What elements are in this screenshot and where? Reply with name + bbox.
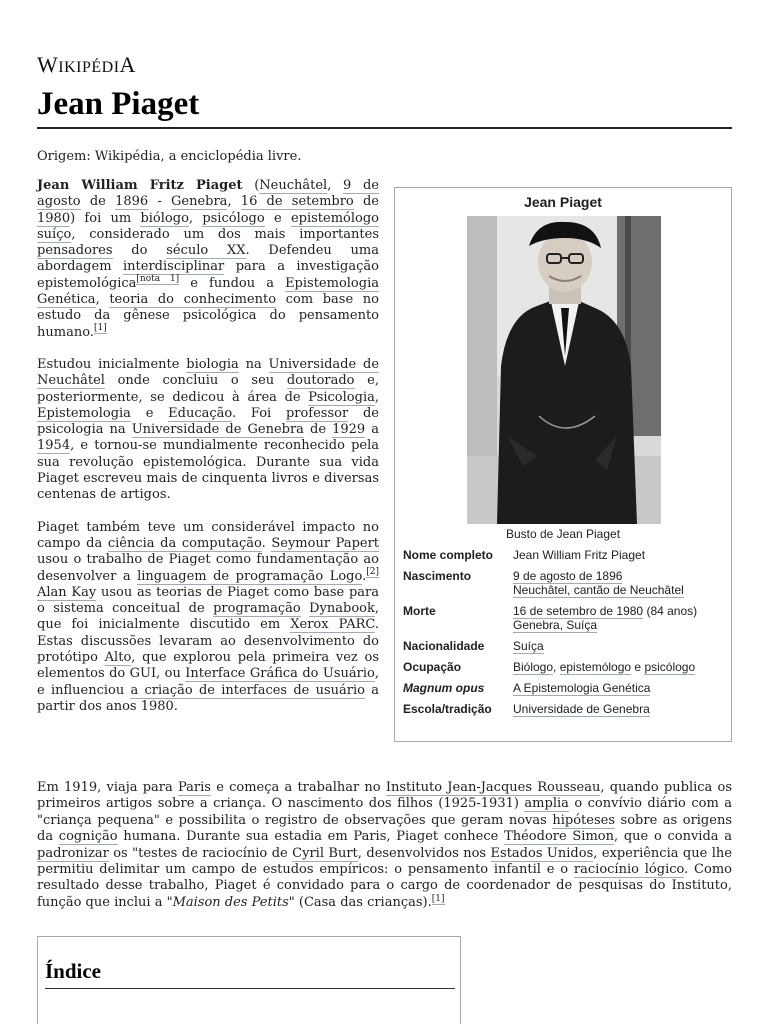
link-paris[interactable]: Paris: [178, 780, 211, 795]
link-suico[interactable]: suíço: [37, 226, 72, 242]
link-dynabook[interactable]: Dynabook: [309, 601, 375, 617]
link-biologo[interactable]: biólogo: [140, 210, 189, 226]
link-amplia[interactable]: amplia: [524, 796, 569, 812]
link-seculo-xx[interactable]: século XX: [166, 243, 246, 259]
link-magnum-opus[interactable]: A Epistemologia Genética: [513, 681, 651, 695]
subject-name: Jean William Fritz Piaget: [37, 178, 243, 193]
link-instituto-rousseau[interactable]: Instituto Jean-Jacques Rousseau: [385, 780, 601, 795]
link-interfaces-usuario[interactable]: a criação de interfaces de usuário: [130, 682, 365, 698]
paragraph-intro: Jean William Fritz Piaget (Neuchâtel, 9 de agosto de 1896 - Genebra, 16 de setembro de 1980) foi um biólogo, psicólogo e epistemólogo suíço, considerado um dos mais importantes pensadores do século XX. Defendeu uma abordagem interdisciplinar para a investigação epistemológica[nota 1] e fundou a Epistemologia Genética, teoria do conhecimento com base no estudo da gênese psicológica do pensamento humano.[1]: [37, 178, 380, 340]
link-occupation-epistemologo[interactable]: epistemólogo: [559, 660, 632, 674]
citation-ref-2[interactable]: [2]: [366, 567, 379, 578]
title-divider: [37, 127, 732, 129]
link-neuchatel[interactable]: Neuchâtel: [259, 178, 328, 193]
link-birth-place-infobox[interactable]: Neuchâtel, cantão de Neuchâtel: [513, 583, 684, 597]
link-xerox-parc[interactable]: Xerox PARC: [290, 617, 375, 633]
maison-des-petits: "Maison des Petits": [166, 894, 295, 910]
toc-divider: [45, 988, 455, 989]
toc-title: Índice: [45, 959, 102, 983]
paragraph-computing: Piaget também teve um considerável impacto no campo da ciência da computação. Seymour Papert usou o trabalho de Piaget como fundamentação ao desenvolver a linguagem de programação Logo.[2] Alan Kay usou as teorias de Piaget como base para o sistema conceitual de programação Dynabook, que foi inicialmente discutido em Xerox PARC. Estas discussões levaram ao desenvolvimento do protótipo Alto, que explorou pela primeira vez os elementos do GUI, ou Interface Gráfica do Usuário, e influenciou a criação de interfaces de usuário a partir dos anos 1980.: [37, 519, 380, 714]
link-padronizar[interactable]: padronizar: [37, 845, 109, 861]
logo-letter-end: A: [119, 52, 136, 77]
logo-letter: W: [37, 52, 59, 77]
infobox-row-birth: [403, 569, 725, 597]
link-1954[interactable]: 1954: [37, 438, 71, 454]
link-estados-unidos[interactable]: Estados Unidos: [490, 845, 594, 861]
infobox-label: Nome completo: [403, 548, 494, 562]
link-school[interactable]: Universidade de Genebra: [513, 702, 650, 716]
link-teoria-conhecimento[interactable]: teoria do conhecimento: [109, 292, 277, 308]
link-nationality[interactable]: Suíça: [513, 639, 544, 653]
link-epistemologia[interactable]: Epistemologia: [37, 405, 131, 421]
note-ref-1[interactable]: [nota 1]: [136, 274, 180, 285]
infobox-label: Nascimento: [403, 569, 472, 583]
link-doutorado[interactable]: doutorado: [286, 373, 355, 389]
link-psicologo[interactable]: psicólogo: [202, 210, 265, 226]
infobox-value: Jean William Fritz Piaget: [513, 548, 646, 562]
table-of-contents: [37, 936, 461, 1024]
link-alto[interactable]: Alto: [104, 650, 132, 666]
infobox-label: Escola/tradição: [403, 702, 492, 716]
link-educacao[interactable]: Educação: [168, 405, 232, 421]
link-hipoteses[interactable]: hipóteses: [552, 812, 615, 828]
link-interface-grafica[interactable]: Interface Gráfica do Usuário: [185, 666, 375, 682]
infobox-title: Jean Piaget: [524, 194, 602, 210]
link-occupation-biologo[interactable]: Biólogo: [513, 660, 554, 674]
paragraph-paris: Em 1919, viaja para Paris e começa a trabalhar no Instituto Jean-Jacques Rousseau, quando publica os primeiros artigos sobre a criança. O nascimento dos filhos (1925-1931) amplia o convívio diário com a "criança pequena" e possibilita o registro de observações que geram novas hipóteses sobre as origens da cognição humana. Durante sua estadia em Paris, Piaget conhece Théodore Simon, que o convida a padronizar os "testes de raciocínio de Cyril Burt, desenvolvidos nos Estados Unidos, experiência que lhe permitiu delimitar um campo de estudos empíricos: o pensamento infantil e o raciocínio lógico. Como resultado desse trabalho, Piaget é convidado para o cargo de coordenador de pesquisas do Instituto, função que inclui a "Maison des Petits" (Casa das crianças).[1]: [37, 780, 733, 910]
link-genebra[interactable]: Genebra: [171, 194, 228, 210]
infobox-row-nationality: [403, 639, 725, 653]
infobox-label: Nacionalidade: [403, 639, 485, 653]
page-title: Jean Piaget: [37, 86, 200, 122]
link-logo-language[interactable]: linguagem de programação Logo: [137, 568, 363, 584]
link-seymour-papert[interactable]: Seymour Papert: [271, 535, 380, 551]
infobox-row-full-name: [403, 548, 725, 562]
link-cognicao[interactable]: cognição: [58, 829, 118, 845]
link-1929[interactable]: 1929: [332, 422, 366, 438]
link-birth-date-infobox[interactable]: 9 de agosto de 1896: [513, 569, 623, 583]
citation-ref-1b[interactable]: [1]: [431, 893, 445, 904]
age-at-death: (84 anos): [643, 604, 698, 618]
link-death-date[interactable]: 16 de setembro: [240, 194, 354, 210]
infobox-label: Morte: [403, 604, 436, 618]
link-epistemologo[interactable]: epistemólogo: [290, 210, 379, 226]
link-birth-date[interactable]: 9 de agosto: [37, 178, 380, 210]
citation-ref-1[interactable]: [1]: [93, 323, 107, 334]
link-interdisciplinar[interactable]: interdisciplinar: [123, 259, 225, 275]
portrait-photo[interactable]: [467, 216, 661, 524]
photo-caption: Busto de Jean Piaget: [505, 527, 621, 541]
link-cyril-burt[interactable]: Cyril Burt: [292, 845, 358, 861]
infobox-label: Ocupação: [403, 660, 462, 674]
link-professor[interactable]: professor: [285, 405, 349, 421]
infobox-row-magnum-opus: [403, 681, 725, 695]
infobox-fields: [403, 548, 725, 723]
link-alan-kay[interactable]: Alan Kay: [37, 584, 97, 600]
origin-note: Origem: Wikipédia, a enciclopédia livre.: [37, 149, 302, 164]
link-death-date-infobox[interactable]: 16 de setembro de 1980: [513, 604, 644, 618]
wikipedia-logo[interactable]: [37, 52, 136, 78]
link-death-place-infobox[interactable]: Genebra, Suíça: [513, 618, 598, 632]
link-raciocinio-logico[interactable]: raciocínio lógico: [573, 862, 685, 878]
link-univ-neuchatel[interactable]: Universidade de Neuchâtel: [37, 356, 380, 389]
link-univ-genebra[interactable]: Universidade de Genebra: [131, 422, 304, 438]
infobox-row-occupation: Ocupação Biólogo, epistemólogo e psicólogo: [403, 660, 696, 674]
link-ciencia-computacao[interactable]: ciência da computação: [107, 535, 262, 551]
infobox: [394, 187, 732, 742]
infobox-label: Magnum opus: [403, 681, 485, 695]
infobox-row-school: [403, 702, 725, 716]
link-occupation-psicologo[interactable]: psicólogo: [644, 660, 696, 674]
link-epistemologia-genetica[interactable]: Epistemologia Genética: [37, 275, 379, 308]
paragraph-education: Estudou inicialmente biologia na Universidade de Neuchâtel onde concluiu o seu doutorado e, posteriormente, se dedicou à área de Psicologia, Epistemologia e Educação. Foi professor de psicologia na Universidade de Genebra de 1929 a 1954, e tornou-se mundialmente reconhecido pela sua revolução epistemológica. Durante sua vida Piaget escreveu mais de cinquenta livros e diversas centenas de artigos.: [37, 356, 380, 503]
link-1980[interactable]: 1980: [37, 210, 71, 226]
article-intro-column: [37, 178, 379, 731]
link-theodore-simon[interactable]: Théodore Simon: [504, 829, 614, 845]
logo-small-caps: IKIPÉDI: [58, 59, 120, 76]
link-programacao[interactable]: programação: [213, 601, 301, 617]
link-pensadores[interactable]: pensadores: [37, 243, 113, 259]
infobox-row-death: [403, 604, 725, 632]
link-biologia[interactable]: biologia: [186, 356, 239, 372]
link-psicologia[interactable]: Psicologia: [308, 389, 375, 405]
link-1896[interactable]: 1896: [115, 194, 149, 210]
